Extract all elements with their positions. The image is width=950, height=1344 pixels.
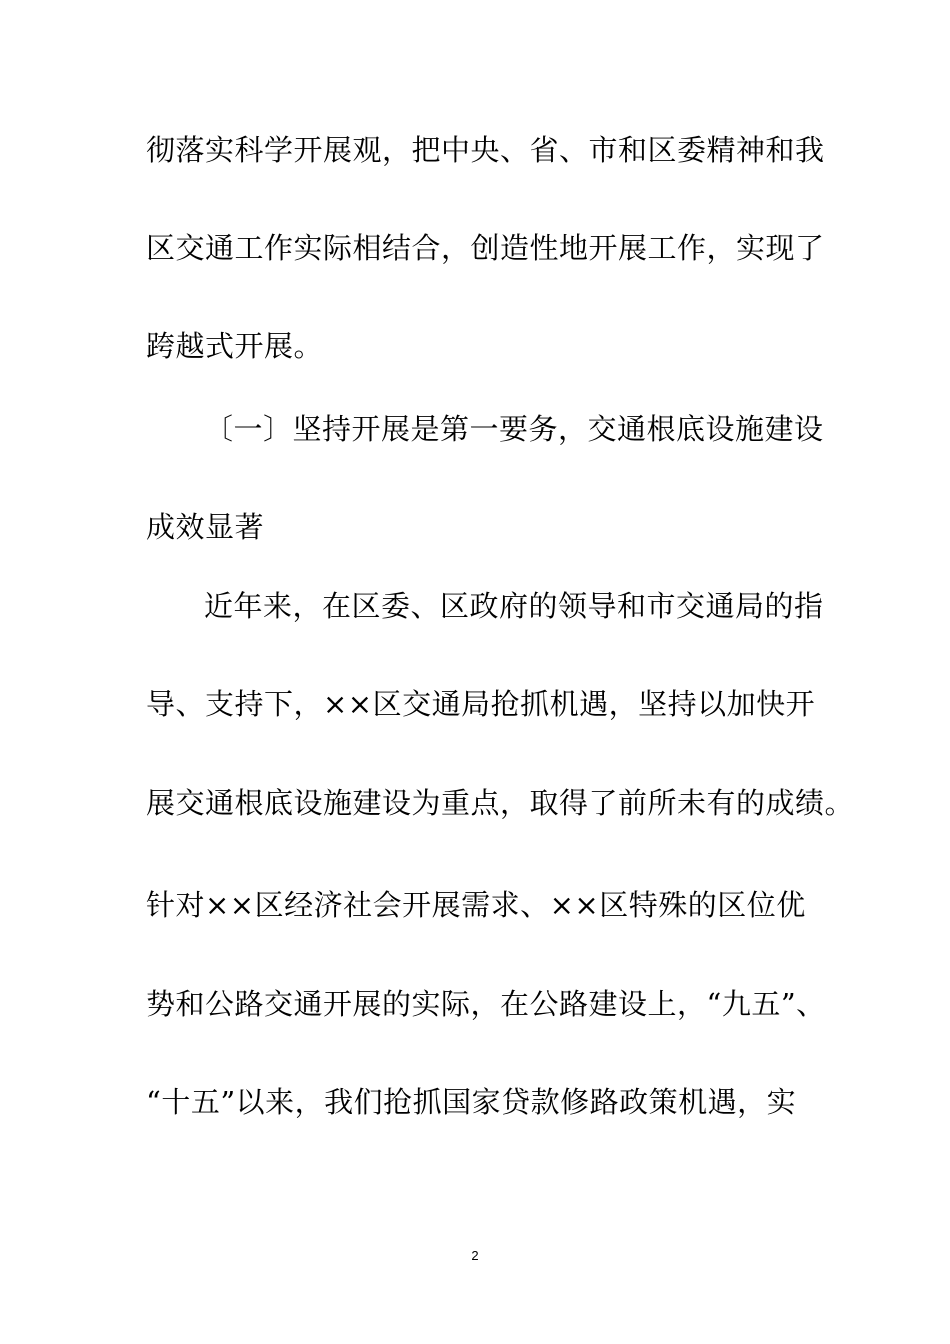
section-heading-line: 成效显著: [146, 510, 265, 544]
paragraph-line: 近年来，在区委、区政府的领导和市交通局的指: [204, 589, 824, 623]
paragraph-line: 跨越式开展。: [146, 329, 324, 363]
paragraph-line: 势和公路交通开展的实际，在公路建设上，“九五”、: [146, 987, 826, 1021]
paragraph-line: “十五”以来，我们抢抓国家贷款修路政策机遇，实: [146, 1085, 797, 1119]
section-heading-line: 〔一〕坚持开展是第一要务，交通根底设施建设: [204, 412, 824, 446]
paragraph-line: 针对××区经济社会开展需求、××区特殊的区位优: [146, 888, 806, 922]
paragraph-line: 展交通根底设施建设为重点，取得了前所未有的成绩。: [146, 786, 855, 820]
paragraph-line: 彻落实科学开展观，把中央、省、市和区委精神和我: [146, 133, 825, 167]
paragraph-line: 区交通工作实际相结合，创造性地开展工作，实现了: [146, 231, 825, 265]
paragraph-line: 导、支持下，××区交通局抢抓机遇，坚持以加快开: [146, 687, 816, 721]
page-number: 2: [471, 1248, 479, 1263]
